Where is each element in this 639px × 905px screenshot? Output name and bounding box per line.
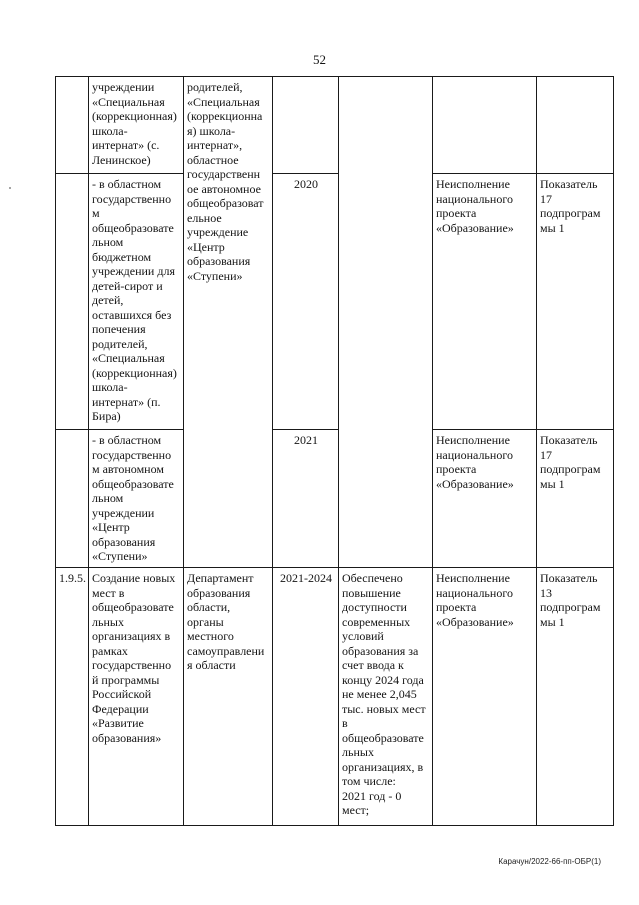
indicator-cell: Показатель 17 подпрограм мы 1 [537, 174, 614, 430]
result-cell: Обеспечено повышение доступности современных условий образования за счет ввода к концу 2024 года не менее 2,045 тыс. новых мест в общеобразовате льных организациях, в том числе: 2021 год - 0 мест; [339, 568, 433, 826]
item-number-cell: 1.9.5. [56, 568, 89, 826]
year-cell: 2021-2024 [273, 568, 339, 826]
table-row [56, 174, 614, 430]
executor-cell: родителей, «Специальная (коррекционна я) школа- интернат», областное государственн ое автономное общеобразоват ельное учреждение «Центр образования «Ступени» [184, 77, 273, 568]
item-number-cell [56, 174, 89, 430]
indicator-cell [537, 77, 614, 174]
result-cell [339, 77, 433, 568]
table-row [56, 430, 614, 568]
measures-table [55, 76, 614, 826]
year-cell: 2020 [273, 174, 339, 430]
table-row [56, 568, 614, 826]
item-number-cell [56, 430, 89, 568]
activity-cell: - в областном государственно м автономном общеобразовате льном учреждении «Центр образования «Ступени» [89, 430, 184, 568]
indicator-cell: Показатель 17 подпрограм мы 1 [537, 430, 614, 568]
page-number: 52 [313, 52, 326, 67]
year-cell [273, 77, 339, 174]
scan-speck [9, 187, 11, 189]
activity-cell: Создание новых мест в общеобразовате льных организациях в рамках государственно й программы Российской Федерации «Развитие образования» [89, 568, 184, 826]
year-cell: 2021 [273, 430, 339, 568]
table-row [56, 77, 614, 174]
risk-cell [433, 77, 537, 174]
document-code-footer: Карачун/2022-66-пп-ОБР(1) [498, 857, 601, 866]
risk-cell: Неисполнение национального проекта «Образование» [433, 568, 537, 826]
risk-cell: Неисполнение национального проекта «Образование» [433, 174, 537, 430]
activity-cell: - в областном государственно м общеобразовате льном бюджетном учреждении для детей-сирот и детей, оставшихся без попечения родителей, «Специальная (коррекционная) школа- интернат» (п. Бира) [89, 174, 184, 430]
activity-cell: учреждении «Специальная (коррекционная) школа- интернат» (с. Ленинское) [89, 77, 184, 174]
item-number-cell [56, 77, 89, 174]
executor-cell: Департамент образования области, органы местного самоуправлени я области [184, 568, 273, 826]
indicator-cell: Показатель 13 подпрограм мы 1 [537, 568, 614, 826]
risk-cell: Неисполнение национального проекта «Образование» [433, 430, 537, 568]
